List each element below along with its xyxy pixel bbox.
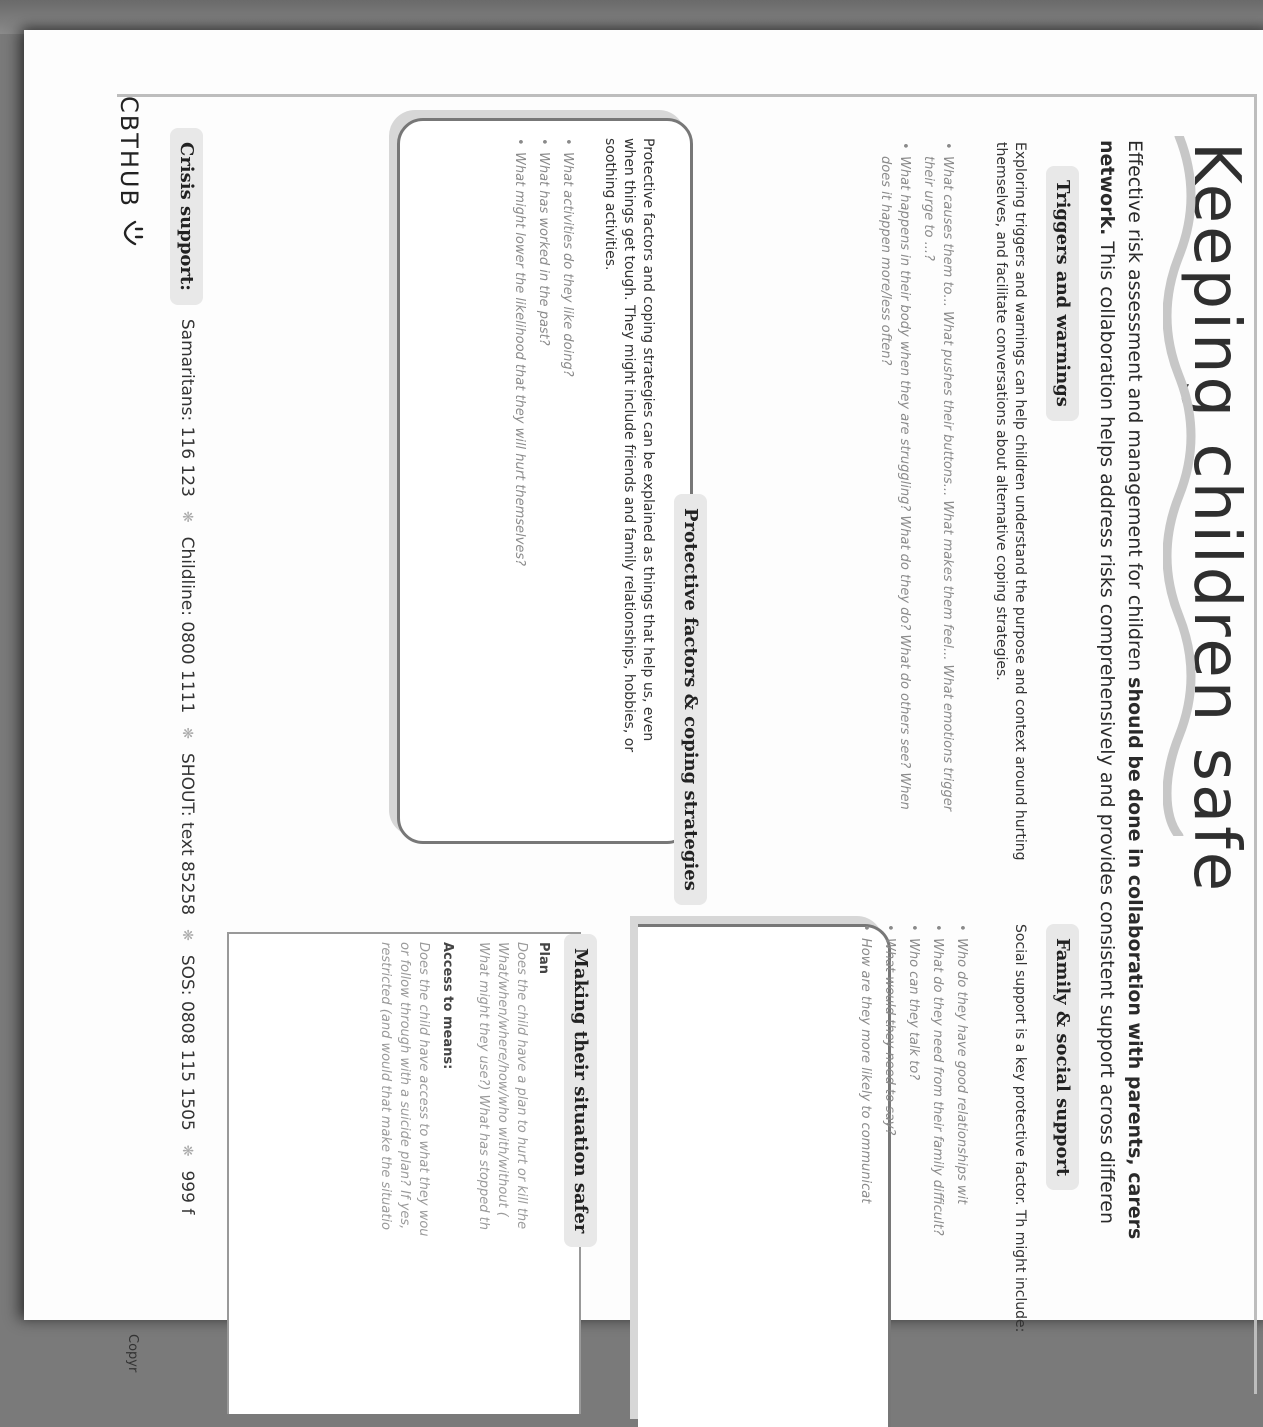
photo-shadow: [0, 0, 1263, 34]
list-item: • What activities do they like doing?: [558, 138, 577, 778]
separator-icon: ❋: [179, 1144, 195, 1157]
family-heading: Family & social support: [1046, 924, 1079, 1190]
safer-heading: Making their situation safer: [564, 934, 597, 1247]
separator-icon: ❋: [179, 727, 195, 740]
crisis-item: SOS: 0808 115 1505: [177, 954, 197, 1131]
list-item: • Who can they talk to?: [904, 924, 923, 1364]
crisis-item: Childline: 0800 1111: [177, 536, 197, 714]
plan-line: Does the child have a plan to hurt or kill the: [514, 942, 529, 1230]
separator-icon: ❋: [179, 929, 195, 941]
triggers-heading: Triggers and warnings: [1046, 166, 1079, 421]
page-title: Keeping children safe: [1179, 142, 1253, 895]
brand-text: CBTHUB: [115, 96, 143, 208]
list-item: • What has worked in the past?: [534, 138, 553, 778]
triggers-bullets: [871, 142, 957, 842]
access-line: or follow through with a suicide plan? If yes,: [397, 942, 412, 1230]
list-item: • What might lower the likelihood that they will hurt themselves?: [510, 138, 529, 778]
plan-label: Plan: [536, 942, 551, 975]
separator-icon: ❋: [179, 510, 195, 523]
title-underline-wave: [1163, 136, 1197, 836]
intro-text: Effective risk assessment and management for children should be done in collaboration with parents, carers network. This collaboration helps address risks comprehensively and provides consistent support across differen: [1096, 140, 1146, 1240]
cbthub-logo: [115, 96, 145, 248]
smiley-icon: [117, 218, 145, 248]
rotated-content: [112, 94, 1257, 1394]
crisis-support-row: [167, 128, 207, 1408]
access-line: Does the child have access to what they wou: [416, 942, 431, 1237]
plan-lines: [474, 942, 531, 1362]
list-item: • What would they need to say?: [880, 924, 899, 1364]
copyright: Copyr: [125, 1334, 140, 1373]
list-item: • What causes them to... What pushes their buttons... What makes them feel... What emotions trigger their urge to ...?: [919, 142, 957, 842]
list-item: • How are they more likely to communicat: [856, 924, 875, 1364]
crisis-item: SHOUT: text 85258: [177, 753, 197, 916]
protective-bullets: [505, 138, 577, 778]
crisis-label: Crisis support:: [171, 128, 204, 305]
crisis-item: 999 f: [177, 1170, 197, 1215]
list-item: • What happens in their body when they are struggling? What do they do? What do others see? When does it happen more/less often?: [876, 142, 914, 842]
access-line: restricted (and would that make the situatio: [378, 942, 393, 1230]
protective-text: Protective factors and coping strategies can be explained as things that help us, even when things get tough. They might include friends and family relationships, hobbies, or soothing activities.: [602, 138, 656, 753]
list-item: • What do they need from their family difficult?: [928, 924, 947, 1364]
worksheet-page: [24, 30, 1263, 1373]
plan-line: What/when/where/how/who with/without (: [495, 942, 510, 1217]
list-item: • Who do they have good relationships wit: [952, 924, 971, 1364]
access-label: Access to means:: [440, 942, 455, 1070]
plan-line: What might they use?) What has stopped th: [476, 942, 491, 1231]
triggers-text: Exploring triggers and warnings can help children understand the purpose and context around hurting themselves, and facilitate conversations about alternative coping strategies.: [993, 142, 1028, 861]
crisis-item: Samaritans: 116 123: [177, 318, 197, 497]
protective-heading: Protective factors & coping strategies: [674, 494, 707, 905]
family-bullets: [851, 924, 971, 1364]
access-lines: [376, 942, 433, 1362]
family-text: Social support is a key protective factor. Th might include:: [1012, 924, 1028, 1333]
